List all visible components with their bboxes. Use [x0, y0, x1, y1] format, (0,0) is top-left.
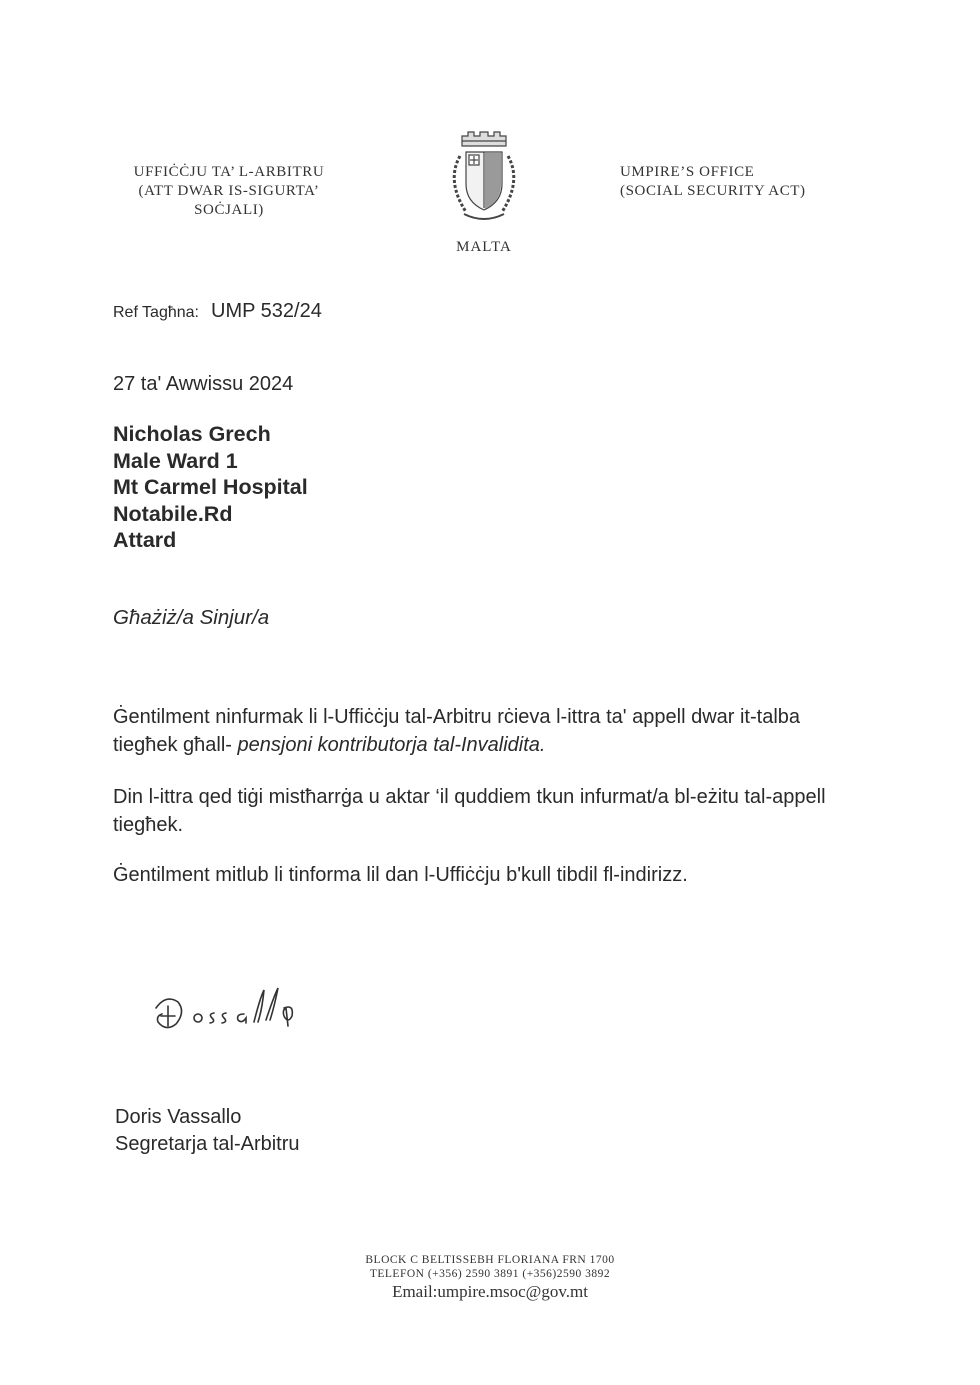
header-left-line-2: (ATT DWAR IS-SIGURTA’ [138, 183, 320, 199]
recipient-line-4: Notabile.Rd [113, 501, 233, 526]
header-right-line-2: (SOCIAL SECURITY ACT) [620, 183, 806, 199]
recipient-line-3: Mt Carmel Hospital [113, 475, 308, 499]
footer [290, 1253, 690, 1303]
header-left-line-1: UFFIĊĊJU TA’ L-ARBITRU [133, 164, 325, 180]
body-paragraph-1-italic: pensjoni kontributorja tal-Invalidita. [237, 734, 546, 756]
reference-label: Ref Tagħna: [113, 304, 199, 321]
footer-phone: TELEFON (+356) 2590 3891 (+356)2590 3892 [369, 1268, 611, 1280]
header-right-line-1: UMPIRE’S OFFICE [620, 164, 755, 180]
signatory [115, 1104, 300, 1158]
body-paragraph-3: Ġentilment mitlub li tinforma lil dan l-Uffiċċju b'kull tibdil fl-indirizz. [113, 864, 688, 886]
country-label: MALTA [456, 239, 512, 255]
signatory-title: Segretarja tal-Arbitru [115, 1133, 300, 1155]
reference-value: UMP 532/24 [211, 300, 322, 322]
reference [113, 300, 322, 323]
body-paragraph-1 [113, 703, 863, 759]
letter-date: 27 ta' Awwissu 2024 [113, 373, 294, 395]
recipient-line-2: Male Ward 1 [113, 448, 238, 473]
header-left-line-3: SOĊJALI) [194, 202, 264, 218]
body-paragraph-2: Din l-ittra qed tiġi mistħarrġa u aktar ‘il quddiem tkun infurmat/a bl-eżitu tal-appell tiegħek. [113, 786, 826, 836]
header-left [110, 163, 348, 220]
salutation: Għażiż/a Sinjur/a [113, 606, 270, 629]
body-paragraph-1-text: Ġentilment ninfurmak li l-Uffiċċju tal-Arbitru rċieva l-ittra ta' appell dwar it-talba tiegħek għall- [113, 706, 801, 756]
recipient-line-5: Attard [113, 528, 177, 552]
footer-email: Email:umpire.msoc@gov.mt [392, 1282, 588, 1301]
recipient-name: Nicholas Grech [113, 422, 271, 446]
footer-address: BLOCK C BELTISSEBH FLORIANA FRN 1700 [365, 1254, 615, 1266]
handwritten-signature [150, 980, 320, 1050]
signatory-name: Doris Vassallo [115, 1106, 242, 1128]
header-right [620, 163, 880, 201]
recipient-address [113, 421, 308, 554]
malta-coat-of-arms-icon [436, 126, 532, 230]
